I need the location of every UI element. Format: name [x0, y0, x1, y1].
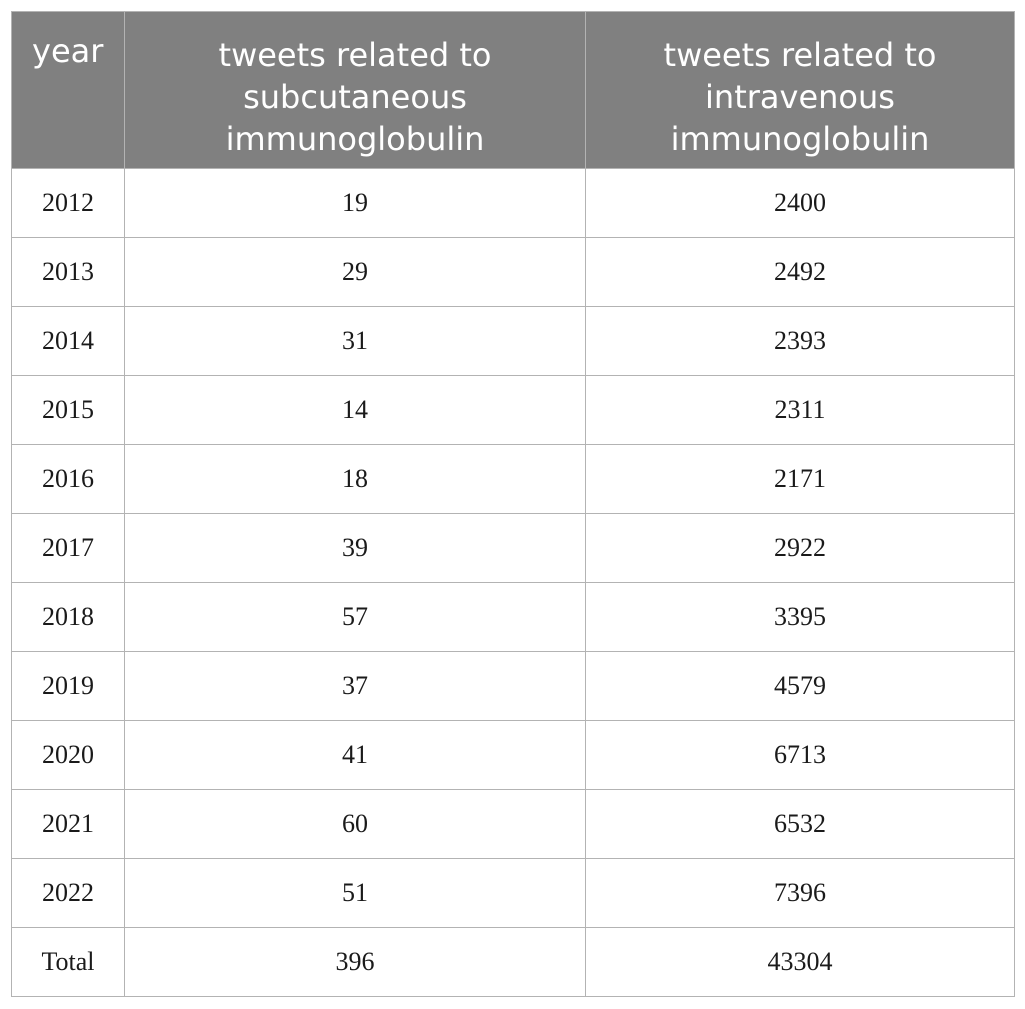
year-cell: 2016: [12, 445, 125, 514]
year-cell: 2019: [12, 652, 125, 721]
year-cell: 2017: [12, 514, 125, 583]
header-subcutaneous-line-3: immunoglobulin: [225, 120, 485, 158]
tweets-table: [11, 11, 1015, 997]
subcutaneous-cell: 19: [125, 169, 586, 238]
subcutaneous-cell: 37: [125, 652, 586, 721]
subcutaneous-cell: 396: [125, 928, 586, 997]
intravenous-cell: 2311: [586, 376, 1015, 445]
intravenous-cell: 43304: [586, 928, 1015, 997]
header-subcutaneous-line-1: tweets related to: [218, 36, 492, 74]
subcutaneous-cell: 29: [125, 238, 586, 307]
subcutaneous-cell: 60: [125, 790, 586, 859]
intravenous-cell: 2393: [586, 307, 1015, 376]
table-row: [12, 307, 1015, 376]
table-row: [12, 376, 1015, 445]
header-intravenous-line-2: intravenous: [705, 78, 895, 116]
table-row: [12, 790, 1015, 859]
header-row: [12, 12, 1015, 169]
table-body: [12, 169, 1015, 997]
header-subcutaneous-line-2: subcutaneous: [243, 78, 467, 116]
subcutaneous-cell: 14: [125, 376, 586, 445]
year-cell: 2014: [12, 307, 125, 376]
intravenous-cell: 2492: [586, 238, 1015, 307]
header-intravenous: [586, 12, 1015, 169]
year-cell: 2012: [12, 169, 125, 238]
subcutaneous-cell: 51: [125, 859, 586, 928]
header-intravenous-line-3: immunoglobulin: [670, 120, 930, 158]
table-row: [12, 652, 1015, 721]
year-cell: 2021: [12, 790, 125, 859]
subcutaneous-cell: 31: [125, 307, 586, 376]
year-cell: 2018: [12, 583, 125, 652]
header-intravenous-line-1: tweets related to: [663, 36, 937, 74]
header-year-label: year: [32, 32, 104, 70]
table-row: [12, 238, 1015, 307]
year-cell: 2015: [12, 376, 125, 445]
subcutaneous-cell: 41: [125, 721, 586, 790]
header-year: [12, 12, 125, 169]
intravenous-cell: 3395: [586, 583, 1015, 652]
table-row: [12, 721, 1015, 790]
year-cell: 2020: [12, 721, 125, 790]
subcutaneous-cell: 18: [125, 445, 586, 514]
subcutaneous-cell: 39: [125, 514, 586, 583]
year-cell: Total: [12, 928, 125, 997]
subcutaneous-cell: 57: [125, 583, 586, 652]
intravenous-cell: 6713: [586, 721, 1015, 790]
intravenous-cell: 2400: [586, 169, 1015, 238]
intravenous-cell: 6532: [586, 790, 1015, 859]
table-header: [12, 12, 1015, 169]
table-row: [12, 514, 1015, 583]
table-row: [12, 169, 1015, 238]
year-cell: 2022: [12, 859, 125, 928]
intravenous-cell: 7396: [586, 859, 1015, 928]
total-row: [12, 928, 1015, 997]
table-row: [12, 583, 1015, 652]
year-cell: 2013: [12, 238, 125, 307]
header-subcutaneous: [125, 12, 586, 169]
table-row: [12, 445, 1015, 514]
table-row: [12, 859, 1015, 928]
intravenous-cell: 2922: [586, 514, 1015, 583]
intravenous-cell: 4579: [586, 652, 1015, 721]
intravenous-cell: 2171: [586, 445, 1015, 514]
